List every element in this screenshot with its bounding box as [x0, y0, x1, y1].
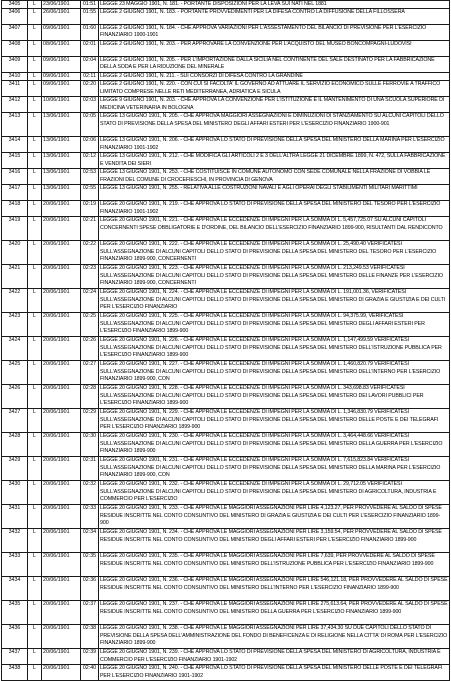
record-time-cell: 02:55 — [81, 185, 99, 201]
record-description-text: LEGGE 20 GIUGNO 1901, N. 225. - CHE APPROVA LE ECCEDENZE DI IMPEGNI PER LA SOMMA DI L. 94,375.99, VERIFICATESI SULL'ASSEGNAZIONE DI ALCUNI CAPITOLI DELLO STATO DI PREVISIONE DELLA SPESA DEL MINISTERO DEGLI AFFARI ESTERI PER L'ESERCIZIO FINANZIARIO 1899-900 — [100, 313, 425, 334]
table-row — [2, 505, 450, 529]
table-row — [2, 385, 450, 409]
table-row — [2, 289, 450, 313]
record-number-cell: 3418 — [2, 201, 28, 217]
record-date-cell: 20/06/1901 — [42, 409, 81, 433]
record-description-cell — [99, 97, 450, 113]
table-row — [2, 81, 450, 97]
record-type-cell: L — [28, 505, 42, 529]
record-time-cell: 02:22 — [81, 241, 99, 265]
record-time-cell: 02:04 — [81, 57, 99, 73]
record-date-cell: 26/06/1901 — [42, 9, 81, 25]
record-date-cell: 20/06/1901 — [42, 265, 81, 289]
record-description-text: LEGGE 20 GIUGNO 1901, N. 231. - CHE APPROVA LE ECCEDENZE DI IMPEGNI PER LA SOMMA DI L. 7,615,823.84 VERIFICATESI SULL'ASSEGNAZIONE DI ALCUNI CAPITOLI DELLO STATO DI PREVISIONE DELLA SPESA DEL MINISTERO DELLA MARINA PER L'ESERCIZIO FINANZIARIO 1899-900, CON — [100, 457, 441, 478]
record-description-text: LEGGE 2 GIUGNO 1901, N. 184. - CHE APPROVA VARIAZIONI PER L'ASSESTAMENTO DEL BILANCIO DI PREVISIONE PER L'ESERCIZIO FINANZIARIO 1900-1901 — [100, 25, 427, 39]
record-description-text: LEGGE 20 GIUGNO 1901, N. 239. - CHE APPROVA LO STATO DI PREVISIONE DELLA SPESA DEL MINISTERO DI AGRICOLTURA, INDUSTRIA E COMMERCIO PER L'ESERCIZIO FINANZIARIO 1901-1902 — [100, 649, 441, 663]
record-number-cell: 3405 — [2, 1, 28, 9]
record-description-text: LEGGE 20 GIUGNO 1901, N. 223. - CHE APPROVA LE ECCEDENZE DI IMPEGNI PER LA SOMMA DI L. 213,249.53 VERIFICATESI SULL'ASSEGNAZIONE DI ALCUNI CAPITOLI DELLO STATO DI PREVISIONE DELLA SPESA DEL MINISTERO DELLE FINANZE PER L'ESERCIZIO FINANZIARIO 1899-900, CONCERNENTI — [100, 265, 443, 286]
record-description-text: LEGGE 13 GIUGNO 1901, N. 205. - CHE APPROVA MAGGIORI ASSEGNAZIONI E DIMINUZIONI DI STANZIAMENTO SU ALCUNI CAPITOLI DELLO STATO DI PREVISIONE DELLA SPESA DEL MINISTERO DEGLI AFFARI ESTERI PER L'ESERCIZIO FINANZIARIO 1900-901 — [100, 113, 444, 127]
record-description-cell — [99, 81, 450, 97]
table-row — [2, 185, 450, 201]
record-time-cell: 02:20 — [81, 81, 99, 97]
record-description-cell — [99, 409, 450, 433]
record-number-cell: 3406 — [2, 9, 28, 25]
record-description-cell — [99, 361, 450, 385]
record-date-cell: 20/06/1901 — [42, 337, 81, 361]
record-time-cell: 02:30 — [81, 433, 99, 457]
table-row — [2, 217, 450, 241]
record-time-cell: 02:33 — [81, 505, 99, 529]
record-description-cell — [99, 9, 450, 25]
record-type-cell: L — [28, 457, 42, 481]
record-type-cell: L — [28, 217, 42, 241]
record-number-cell: 3429 — [2, 457, 28, 481]
record-description-cell — [99, 1, 450, 9]
record-time-cell: 02:37 — [81, 601, 99, 625]
table-row — [2, 361, 450, 385]
record-type-cell: L — [28, 9, 42, 25]
record-description-text: LEGGE 20 GIUGNO 1901, N. 221. - CHE APPROVA LE ECCEDENZE DI IMPEGNI PER LA SOMMA DI L. 5,457,725.07 SU ALCUNI CAPITOLI CONCERNENTI SPESE OBBLIGATORIE E D'ORDINE, DEL BILANCIO DELL'ESERCIZIO FINANZIARIO 1899-900, RISULTANTI DAL RENDICONTO — [100, 217, 443, 231]
record-number-cell: 3431 — [2, 505, 28, 529]
record-type-cell: L — [28, 577, 42, 601]
record-description-cell — [99, 57, 450, 73]
table-row — [2, 25, 450, 41]
table-row — [2, 457, 450, 481]
record-description-cell — [99, 457, 450, 481]
record-date-cell: 20/06/1901 — [42, 313, 81, 337]
record-description-cell — [99, 217, 450, 241]
record-number-cell: 3427 — [2, 409, 28, 433]
record-description-text: LEGGE 20 GIUGNO 1901, N. 222. - CHE APPROVA LE ECCEDENZE DI IMPEGNI PER LA SOMMA DI L. 25,490.40 VERIFICATESI SULL'ASSEGNAZIONE DI ALCUNI CAPITOLI DELLO STATO DI PREVISIONE DELLA SPESA DEL MINISTERO DEL TESORO PER L'ESERCIZIO FINANZIARIO 1899-900, CONCERNENTI — [100, 241, 437, 262]
record-type-cell: L — [28, 433, 42, 457]
record-description-text: LEGGE 20 GIUGNO 1901, N. 224. - CHE APPROVA LE ECCEDENZE DI IMPEGNI PER LA SOMMA DI L. 191,001.36, VERIFICATESI SULL'ASSEGNAZIONE DI ALCUNI CAPITOLI DELLO STATO DI PREVISIONE DELLA SPESA DEL MINISTERO DI GRAZIA E GIUSTIZIA E DEI CULTI PER L'ESERCIZIO FINANZIARIO — [100, 289, 446, 310]
record-type-cell: L — [28, 97, 42, 113]
record-type-cell: L — [28, 385, 42, 409]
table-row — [2, 265, 450, 289]
record-number-cell: 3421 — [2, 265, 28, 289]
table-row — [2, 241, 450, 265]
record-description-text: LEGGE 20 GIUGNO 1901, N. 236. - CHE APPROVA LE MAGGIORI ASSEGNAZIONI PER LIRE 546,121.18, PER PROVVEDERE AL SALDO DI SPESE RESIDUE INSCRITTE NEL CONTO CONSUNTIVO DEL MINISTERO DELL'INTERNO PER L'ESERCIZIO FINANZIARIO 1899-900 — [100, 577, 448, 591]
record-time-cell: 02:26 — [81, 337, 99, 361]
record-date-cell: 20/06/1901 — [42, 529, 81, 553]
record-time-cell: 02:23 — [81, 265, 99, 289]
record-description-text: LEGGE 2 GIUGNO 1901, N. 220. - CON CUI SI FACOLTA' IL GOVERNO AD ATTUARE IL SERVIZIO ECONOMICO SULLE FERROVIE A TRAFFICO LIMITATO COMPRESE NELLE RETI MEDITERRANEA, ADRIATICA E SICULA — [100, 81, 441, 95]
record-date-cell: 13/06/1901 — [42, 169, 81, 185]
record-time-cell: 01:51 — [81, 1, 99, 9]
record-description-cell — [99, 153, 450, 169]
record-number-cell: 3417 — [2, 185, 28, 201]
record-description-cell — [99, 577, 450, 601]
record-number-cell: 3426 — [2, 385, 28, 409]
record-time-cell: 02:28 — [81, 385, 99, 409]
record-description-text: LEGGE 13 GIUGNO 1901, N. 255. - RELATIVA ALLE COSTRUZIONI NAVALI E AGLI OPERAI DEGLI STABILIMENTI MILITARI MARITTIMI — [100, 185, 418, 192]
record-date-cell: 13/06/1901 — [42, 153, 81, 169]
record-number-cell: 3425 — [2, 361, 28, 385]
table-row — [2, 433, 450, 457]
record-number-cell: 3437 — [2, 649, 28, 665]
record-description-cell — [99, 25, 450, 41]
record-number-cell: 3432 — [2, 529, 28, 553]
record-time-cell: 01:60 — [81, 25, 99, 41]
record-number-cell: 3413 — [2, 113, 28, 137]
record-description-text: LEGGE 20 GIUGNO 1901, N. 226. - CHE APPROVA LE ECCEDENZE DI IMPEGNI PER LA SOMMA DI L. 1,147,499.59 VERIFICATESI SULL'ASSEGNAZIONE DI ALCUNI CAPITOLI DELLO STATO DI PREVISIONE DELLA SPESA DEL MINISTERO DELL'ISTRUZIONE PUBBLICA PER L'ESERCIZIO FINANZIARIO 1899-900 — [100, 337, 442, 358]
legislation-register-table — [1, 0, 450, 681]
record-number-cell: 3434 — [2, 577, 28, 601]
record-type-cell: L — [28, 361, 42, 385]
record-description-cell — [99, 241, 450, 265]
record-time-cell: 02:19 — [81, 201, 99, 217]
record-type-cell: L — [28, 313, 42, 337]
record-type-cell: L — [28, 265, 42, 289]
record-number-cell: 3414 — [2, 137, 28, 153]
record-description-text: LEGGE 20 GIUGNO 1901, N. 237. - CHE APPROVA LE MAGGIORI ASSEGNAZIONI PER LIRE 275,613.64, PER PROVVEDERE AL SALDO DI SPESE RESIDUE INSCRITTE NEL CONTO CONSUNTIVO DEL MINISTERO DELLA GUERRA PER L'ESERCIZIO FINANZIARIO 1899-900 — [100, 601, 448, 615]
record-type-cell: L — [28, 25, 42, 41]
record-date-cell: 10/06/1901 — [42, 97, 81, 113]
table-row — [2, 553, 450, 577]
record-description-cell — [99, 433, 450, 457]
record-date-cell: 08/06/1901 — [42, 41, 81, 57]
record-type-cell: L — [28, 481, 42, 505]
register-table-body — [2, 1, 450, 681]
record-description-cell — [99, 113, 450, 137]
record-description-text: LEGGE 20 GIUGNO 1901, N. 238. - CHE APPROVA LE MAGGIORI ASSEGNAZIONI PER LIRE 37,434.30 SU DUE CAPITOLI DELLO STATO DI PREVISIONE DELLA SPESA DELL'AMMINISTRAZIONE DEL FONDO DI BENEFICENZA E DI RELIGIONE NELLA CITTA' DI ROMA PER L'ESERCIZIO FINANZIARIO 1899-900 — [100, 625, 448, 646]
record-time-cell: 02:05 — [81, 113, 99, 137]
record-type-cell: L — [28, 153, 42, 169]
record-date-cell: 09/06/1901 — [42, 25, 81, 41]
table-row — [2, 137, 450, 153]
record-number-cell: 3415 — [2, 153, 28, 169]
record-date-cell: 20/06/1901 — [42, 433, 81, 457]
record-time-cell: 02:12 — [81, 153, 99, 169]
record-description-cell — [99, 481, 450, 505]
record-time-cell: 02:03 — [81, 97, 99, 113]
record-description-text: LEGGE 13 GIUGNO 1901, N. 212. - CHE MODIFICA GLI ARTICOLI 2 E 3 DELL'ALTRA LEGGE 21 DICEMBRE 1899, N. 472, SULLA FABBRICAZIONE E VENDITA DEI SIERI — [100, 153, 446, 167]
record-time-cell: 02:29 — [81, 409, 99, 433]
table-row — [2, 201, 450, 217]
table-row — [2, 337, 450, 361]
record-date-cell: 13/06/1901 — [42, 185, 81, 201]
record-number-cell: 3411 — [2, 81, 28, 97]
record-description-text: LEGGE 2 GIUGNO 1901, N. 211. - SUI CONSORZI DI DIFESA CONTRO LA GRANDINE — [100, 73, 303, 80]
record-date-cell: 20/06/1901 — [42, 649, 81, 665]
record-number-cell: 3430 — [2, 481, 28, 505]
record-description-cell — [99, 649, 450, 665]
record-date-cell: 09/06/1901 — [42, 73, 81, 81]
record-description-cell — [99, 137, 450, 153]
record-description-cell — [99, 385, 450, 409]
table-row — [2, 113, 450, 137]
table-row — [2, 313, 450, 337]
record-type-cell: L — [28, 137, 42, 153]
table-row — [2, 97, 450, 113]
record-number-cell: 3416 — [2, 169, 28, 185]
record-type-cell: L — [28, 649, 42, 665]
record-date-cell: 20/06/1901 — [42, 385, 81, 409]
record-description-text: LEGGE 2 GIUGNO 1901, N. 203. - PER APPROVARE LA CONVENZIONE PER L'ACQUISTO DEL MUSEO BONCOMPAGNI-LUDOVISI — [100, 41, 412, 48]
record-time-cell: 02:34 — [81, 529, 99, 553]
record-type-cell: L — [28, 113, 42, 137]
record-description-text: LEGGE 20 GIUGNO 1901, N. 229. - CHE APPROVA LE ECCEDENZE DI IMPEGNI PER LA SOMMA DI L. 1,346,830.79 VERIFICATESI SULL'ASSEGNAZIONE DI ALCUNI CAPITOLI DELLO STATO DI PREVISIONE DELLA SPESA DEL MINISTERO DELLE POSTE E DEI TELEGRAFI PER L'ESERCIZIO FINANZIARIO 1899-900 — [100, 409, 439, 430]
record-description-cell — [99, 553, 450, 577]
record-date-cell: 20/06/1901 — [42, 625, 81, 649]
record-description-text: LEGGE 13 GIUGNO 1901, N. 206. - CHE APPROVA LO STATO DI PREVISIONE DELLA SPESA DEL MINISTERO DELLA MARINA PER L'ESERCIZIO FINANZIARIO 1901-1902 — [100, 137, 445, 151]
record-type-cell: L — [28, 289, 42, 313]
record-description-cell — [99, 625, 450, 649]
record-date-cell: 20/06/1901 — [42, 665, 81, 681]
record-time-cell: 02:39 — [81, 649, 99, 665]
record-number-cell: 3438 — [2, 665, 28, 681]
table-row — [2, 9, 450, 25]
record-description-cell — [99, 201, 450, 217]
record-time-cell: 02:53 — [81, 169, 99, 185]
record-time-cell: 02:36 — [81, 577, 99, 601]
record-number-cell: 3422 — [2, 289, 28, 313]
record-number-cell: 3408 — [2, 41, 28, 57]
record-date-cell: 20/06/1901 — [42, 201, 81, 217]
record-date-cell: 20/06/1901 — [42, 577, 81, 601]
record-time-cell: 02:06 — [81, 137, 99, 153]
table-row — [2, 41, 450, 57]
record-description-cell — [99, 505, 450, 529]
table-row — [2, 529, 450, 553]
record-description-text: LEGGE 20 GIUGNO 1901, N. 233. - CHE APPROVA LE MAGGIORI ASSEGNAZIONI PER LIRE 4,123.27, PER PROVVEDERE AL SALDO DI SPESE RESIDUE INSCRITTE NEL CONTO CONSUNTIVO DEL MINISTERO DI GRAZIA E GIUSTIZIA E DEI CULTI PER L'ESERCIZIO FINANZIARIO 1899-900 — [100, 505, 442, 526]
record-number-cell: 3436 — [2, 625, 28, 649]
table-row — [2, 665, 450, 681]
record-description-text: LEGGE 20 GIUGNO 1901, N. 230. - CHE APPROVA LE ECCEDENZE DI IMPEGNI PER LA SOMMA DI L. 3,464,448.66 VERIFICATESI SULL'ASSEGNAZIONE DI ALCUNI CAPITOLI DELLO STATO DI PREVISIONE DELLA SPESA DEL MINISTERO DELLA GUERRA PER L'ESERCIZIO FINANZIARIO 1899-900 — [100, 433, 443, 454]
record-type-cell: L — [28, 185, 42, 201]
record-time-cell: 02:31 — [81, 457, 99, 481]
record-description-text: LEGGE 2 GIUGNO 1901, N. 205. - PER L'IMPORTAZIONE DALLA SICILIA NEL CONTINENTE DEL SALE DESTINATO PER LA FABBRICAZIONE DELLA SODA E PER LA RIDUZIONE DEL MINERALE — [100, 57, 435, 71]
record-description-cell — [99, 289, 450, 313]
record-date-cell: 13/06/1901 — [42, 113, 81, 137]
record-description-text: LEGGE 13 GIUGNO 1901, N. 253. - CHE COSTITUISCE IN COMUNE AUTONOMO CON SEDE COMUNALE NELLA FRAZIONE DI VOBBIA LE FRAZIONI DEL COMUNE DI CROCEFIESCHI, IN PROVINCIA DI GENOVA — [100, 169, 431, 183]
record-date-cell: 09/06/1901 — [42, 81, 81, 97]
record-time-cell: 02:27 — [81, 361, 99, 385]
record-number-cell: 3428 — [2, 433, 28, 457]
record-description-text: LEGGE 20 GIUGNO 1901, N. 219. - CHE APPROVA LO STATO DI PREVISIONE DELLA SPESA DEL MINISTERO DEL TESORO PER L'ESERCIZIO FINANZIARIO 1901-1902 — [100, 201, 441, 215]
record-description-cell — [99, 337, 450, 361]
record-date-cell: 20/06/1901 — [42, 457, 81, 481]
record-type-cell: L — [28, 241, 42, 265]
record-time-cell: 01:55 — [81, 9, 99, 25]
record-description-text: LEGGE 20 GIUGNO 1901, N. 234. - CHE APPROVA LE MAGGIORI ASSEGNAZIONI PER LIRE 3,159.54, PER PROVVEDERE AL SALDO DI SPESE RESIDUE INSCRITTE NEL CONTO CONSUNTIVO DEL MINISTERO DEGLI AFFARI ESTERI PER L'ESERCIZIO FINANZIARIO 1899-900 — [100, 529, 442, 543]
table-row — [2, 481, 450, 505]
record-number-cell: 3433 — [2, 553, 28, 577]
record-date-cell: 20/06/1901 — [42, 361, 81, 385]
record-type-cell: L — [28, 337, 42, 361]
record-time-cell: 02:21 — [81, 217, 99, 241]
table-row — [2, 409, 450, 433]
record-type-cell: L — [28, 81, 42, 97]
record-date-cell: 20/06/1901 — [42, 601, 81, 625]
record-time-cell: 02:38 — [81, 625, 99, 649]
record-number-cell: 3424 — [2, 337, 28, 361]
record-type-cell: L — [28, 201, 42, 217]
record-description-text: LEGGE 9 GIUGNO 1901, N. 203. - CHE APPROVA LA CONVENZIONE PER L'ISTITUZIONE E IL MANTENIMENTO DI UNA SCUOLA SUPERIORE DI MEDICINA VETERINARIA IN BOLOGNA — [100, 97, 445, 111]
record-date-cell: 20/06/1901 — [42, 289, 81, 313]
record-description-text: LEGGE 23 MAGGIO 1901, N. 181. - PORTANTE DISPOSIZIONI PER LA LEVA SUI NATI NEL 1881 — [100, 1, 327, 7]
record-description-text: LEGGE 20 GIUGNO 1901, N. 228. - CHE APPROVA LE ECCEDENZE DI IMPEGNI PER LA SOMMA DI L. 343,698.83 VERIFICATESI SULL'ASSEGNAZIONE DI ALCUNI CAPITOLI DELLO STATO DI PREVISIONE DELLA SPESA DEL MINISTERO DEI LAVORI PUBBLICI PER L'ESERCIZIO FINANZIARIO 1899-900 — [100, 385, 424, 406]
record-type-cell: L — [28, 601, 42, 625]
record-number-cell: 3435 — [2, 601, 28, 625]
table-row — [2, 169, 450, 185]
record-date-cell: 20/06/1901 — [42, 217, 81, 241]
record-time-cell: 02:32 — [81, 481, 99, 505]
record-time-cell: 02:11 — [81, 73, 99, 81]
record-description-cell — [99, 313, 450, 337]
record-type-cell: L — [28, 409, 42, 433]
record-description-cell — [99, 41, 450, 57]
record-type-cell: L — [28, 529, 42, 553]
record-description-text: LEGGE 20 GIUGNO 1901, N. 232. - CHE APPROVA LE ECCEDENZE DI IMPEGNI PER LA SOMMA DI L. 29,712.05 VERIFICATESI SULL'ASSEGNAZIONE DI ALCUNI CAPITOLI DELLO STATO DI PREVISIONE DELLA SPESA DEL MINISTERO DI AGRICOLTURA, INDUSTRIA E COMMERCIO PER L'ESERCIZIO — [100, 481, 437, 502]
table-row — [2, 649, 450, 665]
table-row — [2, 153, 450, 169]
record-type-cell: L — [28, 57, 42, 73]
record-time-cell: 02:25 — [81, 313, 99, 337]
record-type-cell: L — [28, 73, 42, 81]
record-date-cell: 09/06/1901 — [42, 57, 81, 73]
record-date-cell: 23/06/1901 — [42, 1, 81, 9]
record-time-cell: 02:40 — [81, 665, 99, 681]
record-description-text: LEGGE 2 GIUGNO 1901, N. 183. - PORTANTE PROVVEDIMENTI PER LA DIFESA CONTRO LA DIFFUSIONE DELLA FILLOSSERA — [100, 9, 405, 16]
record-description-cell — [99, 169, 450, 185]
table-row — [2, 601, 450, 625]
record-type-cell: L — [28, 665, 42, 681]
record-type-cell: L — [28, 625, 42, 649]
record-date-cell: 20/06/1901 — [42, 241, 81, 265]
record-time-cell: 02:24 — [81, 289, 99, 313]
record-type-cell: L — [28, 1, 42, 9]
record-type-cell: L — [28, 169, 42, 185]
record-date-cell: 20/06/1901 — [42, 553, 81, 577]
record-description-text: LEGGE 20 GIUGNO 1901, N. 240. - CHE APPROVA LO STATO DI PREVISIONE DELLA SPESA DEL MINISTERO DELLE POSTE E DEI TELEGRAFI PER L'ESERCIZIO FINANZIARIO 1901-1902 — [100, 665, 443, 679]
record-time-cell: 02:35 — [81, 553, 99, 577]
record-type-cell: L — [28, 41, 42, 57]
record-type-cell: L — [28, 553, 42, 577]
table-row — [2, 57, 450, 73]
record-number-cell: 3410 — [2, 73, 28, 81]
record-number-cell: 3423 — [2, 313, 28, 337]
record-number-cell: 3420 — [2, 241, 28, 265]
record-description-cell — [99, 73, 450, 81]
record-description-text: LEGGE 20 GIUGNO 1901, N. 235. - CHE APPROVA LE MAGGIORI ASSEGNAZIONI PER LIRE 7,639, PER PROVVEDERE AL SALDO DI SPESE RESIDUE INSCRITTE NEL CONTO CONSUNTIVO DEL MINISTERO DELL'ISTRUZIONE PUBBLICA PER L'ESERCIZIO FINANZIARIO 1899-900 — [100, 553, 435, 567]
table-row — [2, 577, 450, 601]
record-description-cell — [99, 265, 450, 289]
record-date-cell: 20/06/1901 — [42, 481, 81, 505]
record-date-cell: 20/06/1901 — [42, 505, 81, 529]
table-row — [2, 73, 450, 81]
table-row — [2, 625, 450, 649]
record-description-cell — [99, 601, 450, 625]
record-date-cell: 13/06/1901 — [42, 137, 81, 153]
record-description-text: LEGGE 20 GIUGNO 1901, N. 227. - CHE APPROVA LE ECCEDENZE DI IMPEGNI PER LA SOMMA DI L. 1,460,820.79 VERIFICATESI SULL'ASSEGNAZIONE DI ALCUNI CAPITOLI DELLO STATO DI PREVISIONE DELLA SPESA DEL MINISTERO DELL'INTERNO PER L'ESERCIZIO FINANZIARIO 1899-900, CON — [100, 361, 441, 382]
record-number-cell: 3407 — [2, 25, 28, 41]
record-description-cell — [99, 529, 450, 553]
record-number-cell: 3409 — [2, 57, 28, 73]
record-number-cell: 3419 — [2, 217, 28, 241]
record-time-cell: 02:01 — [81, 41, 99, 57]
record-description-cell — [99, 185, 450, 201]
record-description-cell — [99, 665, 450, 681]
record-number-cell: 3412 — [2, 97, 28, 113]
table-row — [2, 1, 450, 9]
